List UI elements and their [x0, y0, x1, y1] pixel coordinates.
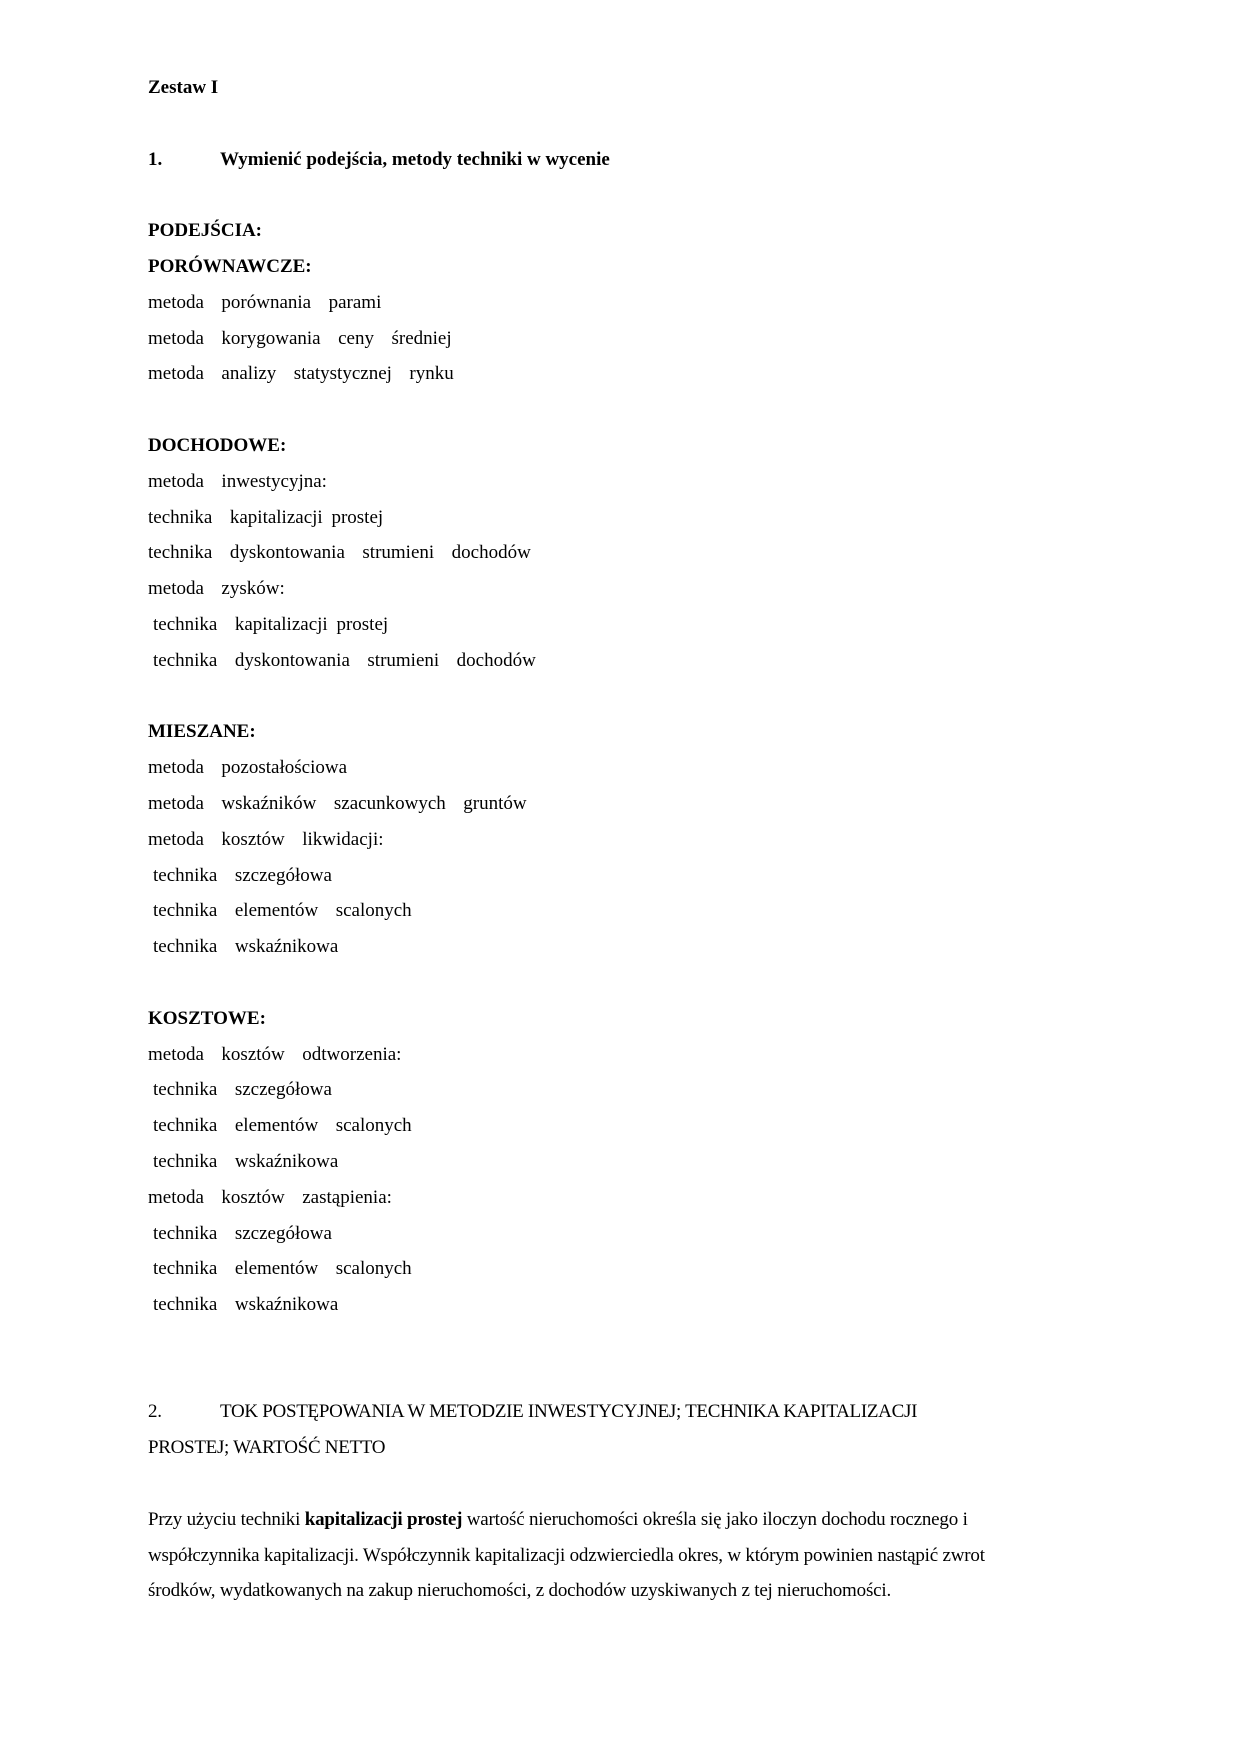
list-item: technika wskaźnikowa — [153, 1294, 339, 1316]
section-2-heading — [148, 1394, 1108, 1430]
bold-term: kapitalizacji prostej — [304, 1508, 463, 1530]
list-item: technika szczegółowa — [153, 864, 332, 886]
list-item: metoda wskaźników szacunkowych gruntów — [148, 792, 527, 814]
list-item: technika wskaźnikowa — [153, 936, 339, 958]
section-heading-text: Wymienić podejścia, metody techniki w wycenie — [220, 148, 610, 170]
document-page — [148, 70, 1108, 1609]
group-label: PORÓWNAWCZE: — [148, 255, 312, 277]
list-item: metoda zysków: — [148, 578, 285, 600]
list-item: metoda korygowania ceny średniej — [148, 327, 452, 349]
list-item: technika szczegółowa — [153, 1079, 332, 1101]
approach-groups — [148, 249, 1108, 1323]
list-item: metoda pozostałościowa — [148, 757, 348, 779]
list-item: technika elementów scalonych — [153, 1115, 412, 1137]
list-item: technika kapitalizacji prostej — [153, 613, 389, 635]
paragraph-text: Przy użyciu techniki — [148, 1508, 305, 1530]
list-item: metoda kosztów odtworzenia: — [148, 1043, 402, 1065]
list-item: technika dyskontowania strumieni dochodów — [148, 542, 531, 564]
list-item: metoda analizy statystycznej rynku — [148, 363, 454, 385]
list-item: metoda porównania parami — [148, 291, 382, 313]
group-label: KOSZTOWE: — [148, 1007, 266, 1029]
list-item: metoda inwestycyjna: — [148, 470, 327, 492]
list-item: technika kapitalizacji prostej — [148, 506, 384, 528]
paragraph-line: środków, wydatkowanych na zakup nieruchomości, z dochodów uzyskiwanych z tej nieruchomości. — [148, 1580, 891, 1602]
section-number: 2. — [148, 1401, 162, 1423]
paragraph-line: współczynnika kapitalizacji. Współczynnik kapitalizacji odzwierciedla okres, w którym powinien nastąpić zwrot — [148, 1544, 985, 1566]
section-2-heading-cont: PROSTEJ; WARTOŚĆ NETTO — [148, 1437, 386, 1459]
section-heading-text: TOK POSTĘPOWANIA W METODZIE INWESTYCYJNEJ; TECHNIKA KAPITALIZACJI — [220, 1401, 918, 1423]
list-item: metoda kosztów zastąpienia: — [148, 1186, 392, 1208]
list-item: technika dyskontowania strumieni dochodów — [153, 649, 536, 671]
list-item: technika elementów scalonych — [153, 900, 412, 922]
group-label: MIESZANE: — [148, 721, 256, 743]
group-label: DOCHODOWE: — [148, 434, 287, 456]
list-item: technika elementów scalonych — [153, 1258, 412, 1280]
list-item: technika wskaźnikowa — [153, 1150, 339, 1172]
paragraph-line — [148, 1502, 1108, 1538]
list-item: metoda kosztów likwidacji: — [148, 828, 384, 850]
section-1-heading — [148, 142, 1108, 178]
document-title: Zestaw I — [148, 77, 219, 98]
paragraph-text: wartość nieruchomości określa się jako iloczyn dochodu rocznego i — [462, 1508, 968, 1530]
approaches-label: PODEJŚCIA: — [148, 220, 263, 242]
list-item: technika szczegółowa — [153, 1222, 332, 1244]
section-number: 1. — [148, 148, 163, 170]
